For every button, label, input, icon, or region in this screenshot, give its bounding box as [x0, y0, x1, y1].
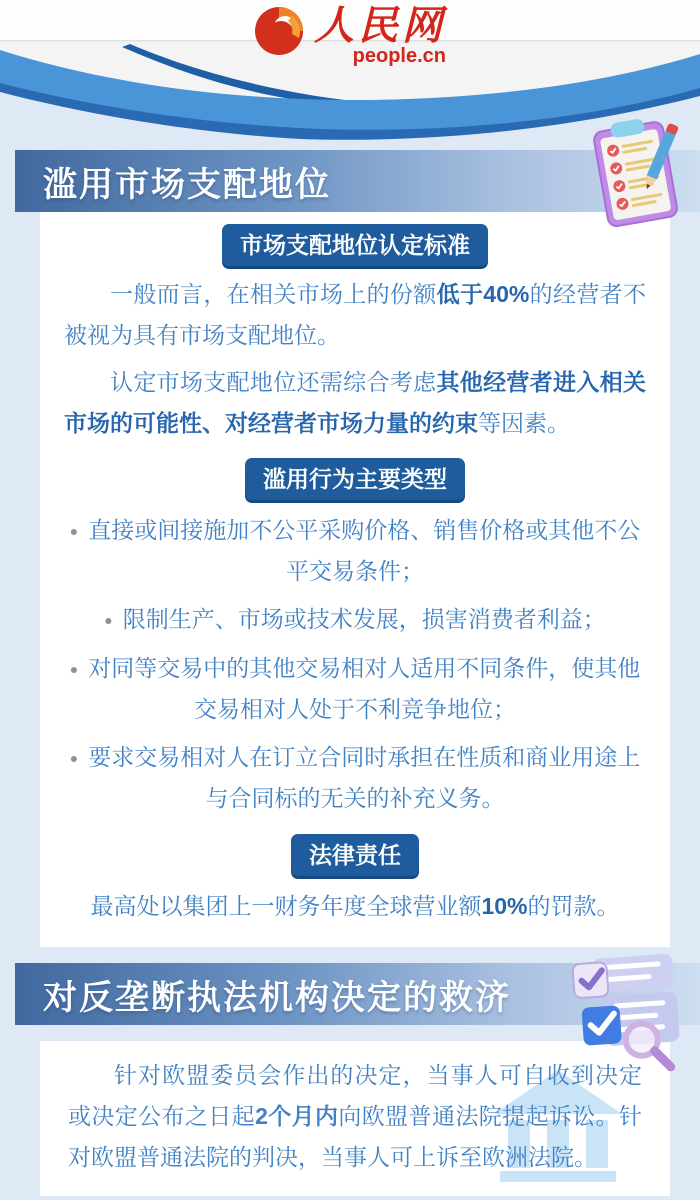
logo-name-cn: 人民网: [314, 3, 446, 48]
badge-legal-liability: 法律责任: [291, 834, 419, 876]
logo-domain: people.cn: [352, 45, 446, 67]
section1-title-bar: [15, 150, 700, 212]
list-item: ● 要求交易相对人在订立合同时承担在性质和商业用途上与合同标的无关的补充义务。: [69, 744, 641, 811]
clipboard-checklist-icon: [588, 112, 684, 230]
badge3-wrap: [64, 834, 646, 876]
peoplecn-logo[interactable]: [0, 4, 700, 66]
logo-text: [314, 4, 446, 66]
section2-title-bar: [15, 963, 700, 1025]
section2-title: 对反垄断执法机构决定的救济: [43, 979, 511, 1017]
badge-market-dominance-criteria: 市场支配地位认定标准: [222, 224, 488, 266]
paragraph-remedy: 针对欧盟委员会作出的决定，当事人可自收到决定或决定公布之日起2个月内向欧盟普通法院提起诉讼。针对欧盟普通法院的判决，当事人可上诉至欧洲法院。: [68, 1062, 643, 1170]
list-item: ● 限制生产、市场或技术发展，损害消费者利益；: [104, 606, 606, 632]
abuse-types-list: [64, 510, 646, 818]
paragraph-penalty: 最高处以集团上一财务年度全球营业额10%的罚款。: [90, 893, 620, 919]
badge-abuse-types: 滥用行为主要类型: [245, 458, 465, 500]
list-item: ● 对同等交易中的其他交易相对人适用不同条件，使其他交易相对人处于不利竞争地位；: [69, 655, 641, 722]
peoplecn-flame-icon: [254, 4, 306, 56]
checklist-magnifier-icon: [564, 953, 682, 1077]
badge2-wrap: [64, 458, 646, 500]
badge1-wrap: [64, 224, 646, 266]
section1-title: 滥用市场支配地位: [43, 166, 331, 204]
bullet-dot-icon: ●: [104, 612, 113, 628]
bullet-dot-icon: ●: [69, 661, 79, 677]
bullet-dot-icon: ●: [69, 750, 79, 766]
bullet-dot-icon: ●: [69, 523, 79, 539]
paragraph-criteria-2: 认定市场支配地位还需综合考虑其他经营者进入相关市场的可能性、对经营者市场力量的约束等因素。: [64, 369, 647, 436]
list-item: ● 直接或间接施加不公平采购价格、销售价格或其他不公平交易条件；: [69, 517, 641, 584]
section1-card: [40, 212, 670, 947]
paragraph-criteria-1: 一般而言，在相关市场上的份额低于40%的经营者不被视为具有市场支配地位。: [64, 281, 646, 348]
